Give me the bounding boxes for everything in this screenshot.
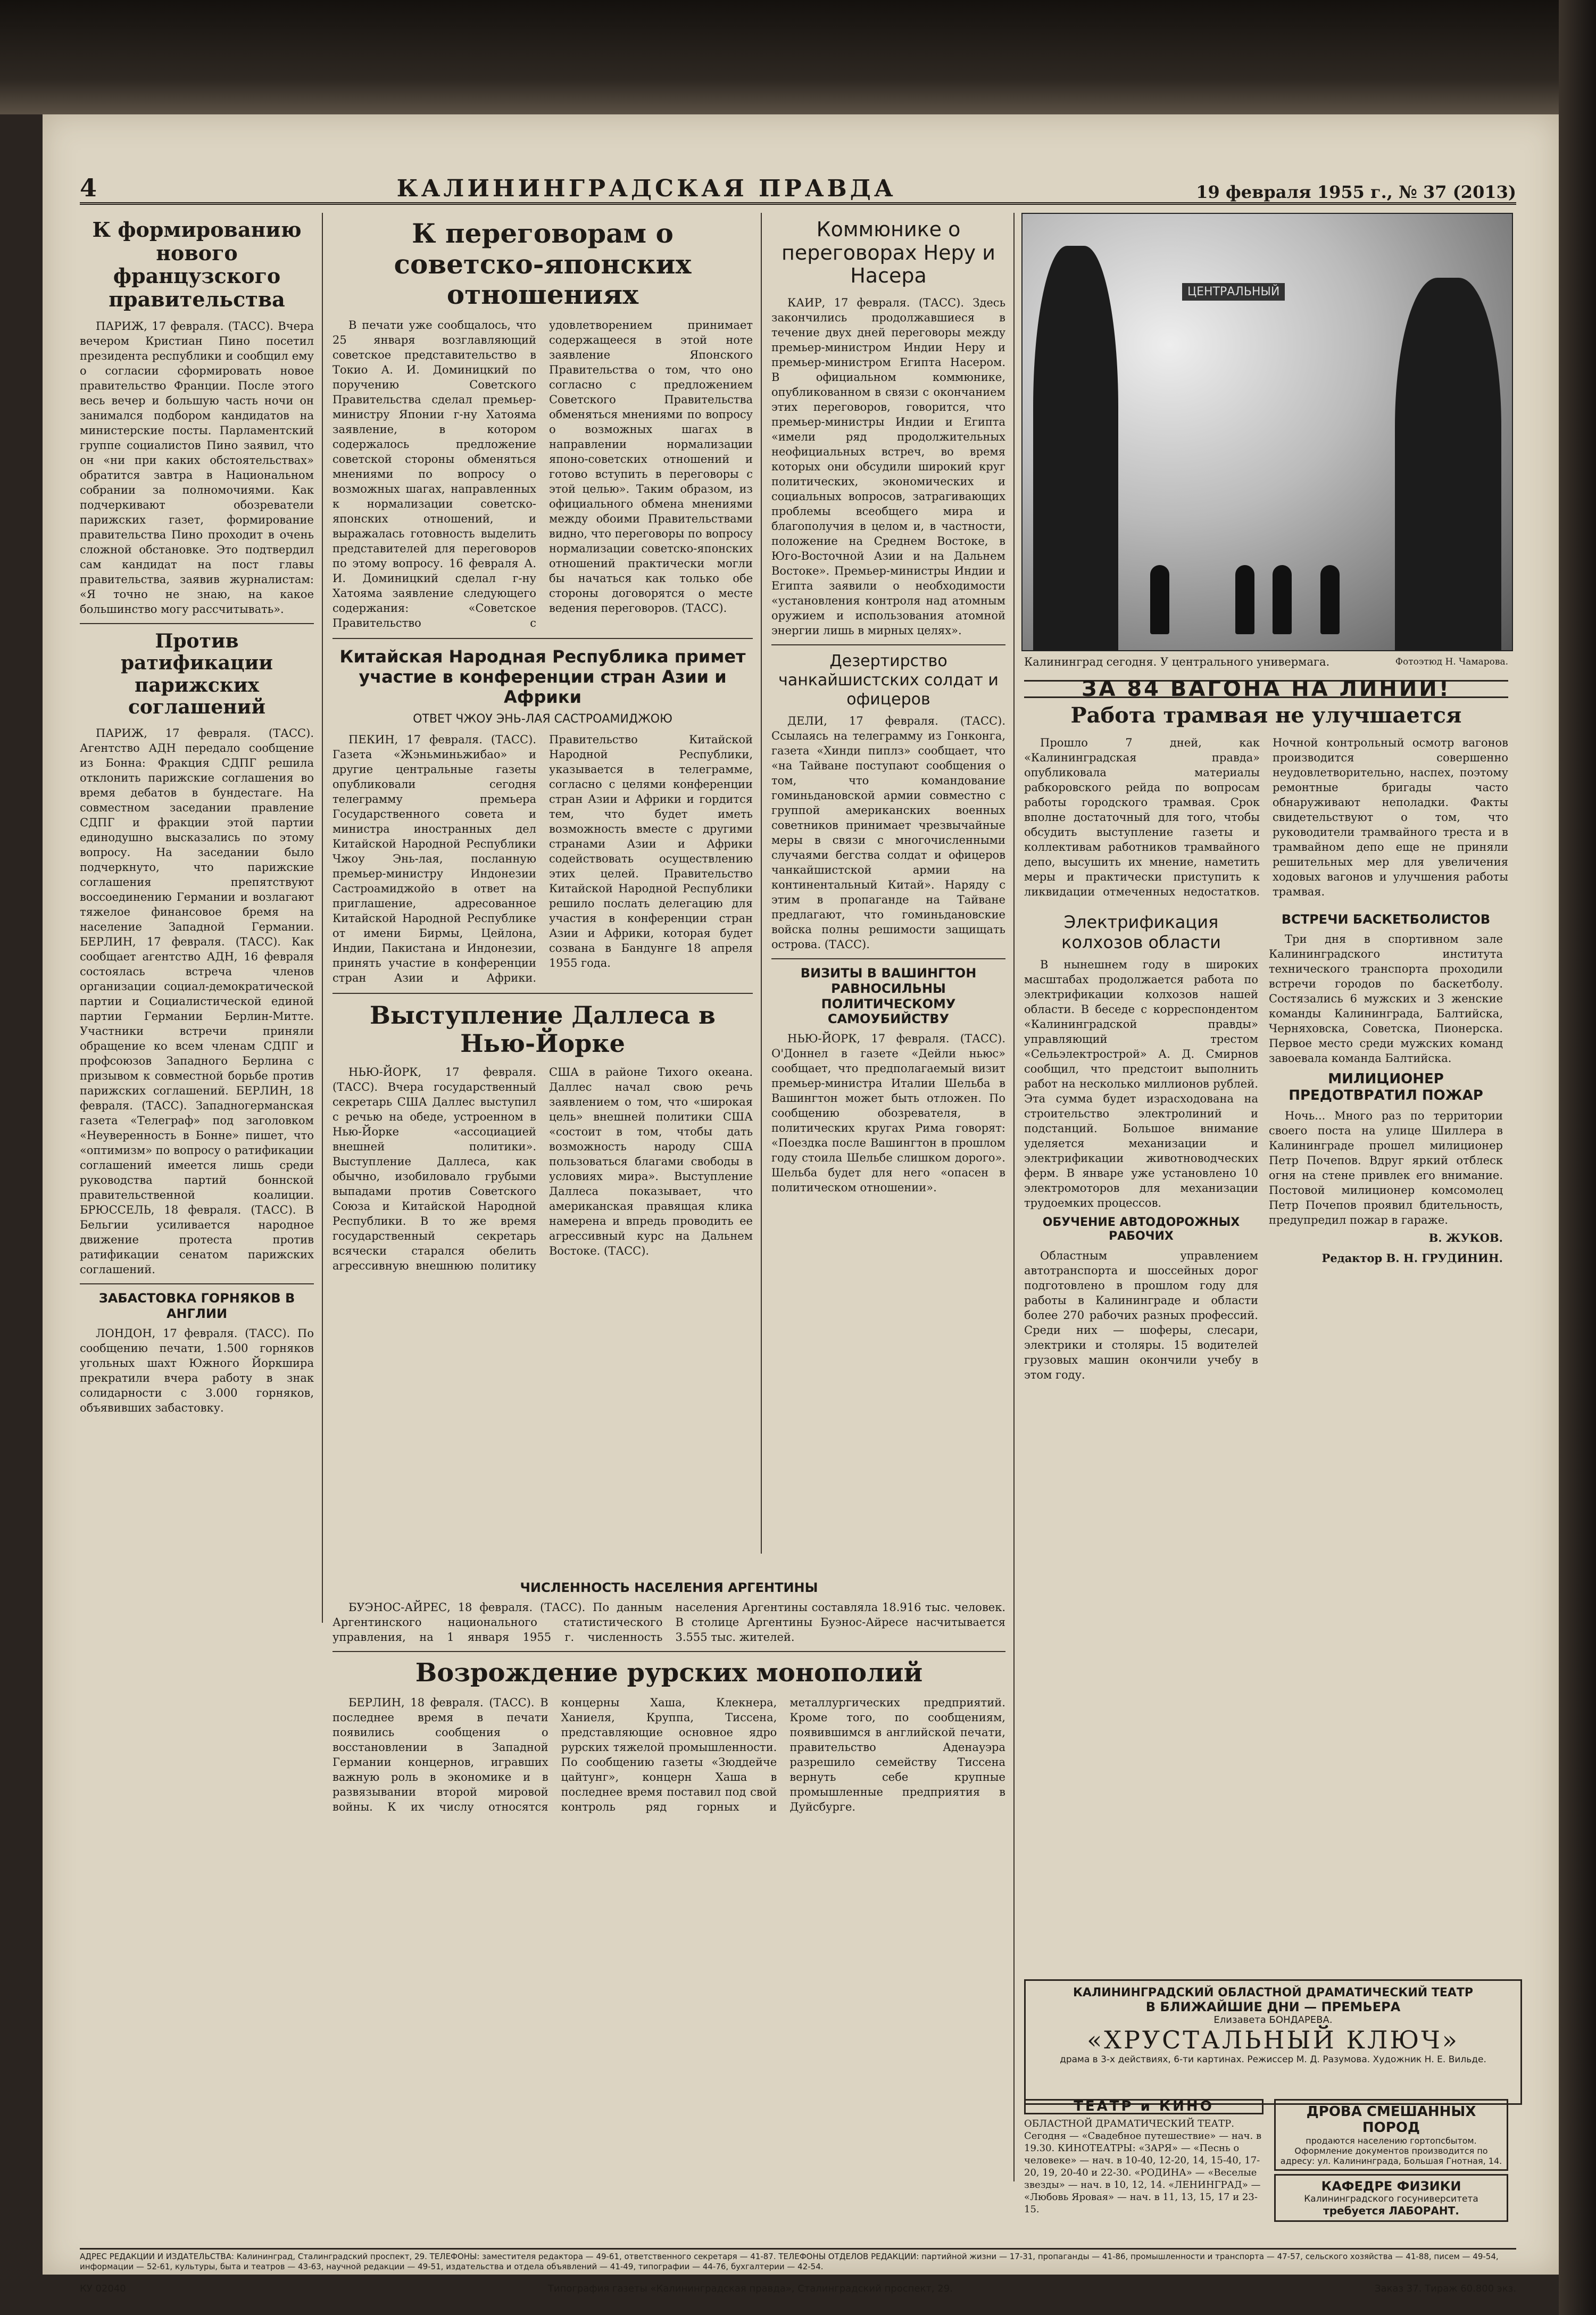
article-divider [332, 993, 753, 994]
headline-road-workers: ОБУЧЕНИЕ АВТОДОРОЖНЫХ РАБОЧИХ [1042, 1215, 1240, 1243]
headline-tram: Работа трамвая не улучшается [1070, 703, 1462, 728]
photo-credit: Фотоэтюд Н. Чамарова. [1395, 657, 1508, 667]
column-rule [761, 213, 762, 1554]
headline-paris-agreements: Против ратификации парижских соглашений [121, 629, 273, 718]
headline-washington-visits: ВИЗИТЫ В ВАШИНГТОН РАВНОСИЛЬНЫ ПОЛИТИЧЕСКОМУ САМОУБИЙСТВУ [800, 966, 977, 1027]
physics-title: КАФЕДРЕ ФИЗИКИ [1321, 2179, 1461, 2194]
article-text: Ночь... Много раз по территории своего поста на улице Шиллера в Калининграде прошел милиционер Петр Почепов. Вдруг яркий отблеск огня на стене привлек его внимание. Постовой милиционер комсомолец Петр Почепов проявил бдительность, предупредил пожар в гараже. [1269, 1109, 1503, 1227]
pedestrian-figure [1235, 565, 1254, 634]
article-text: ЛОНДОН, 17 февраля. (ТАСС). По сообщению печати, 1.500 горняков угольных шахт Южного Йоркшира прекратили вчера работу в знак солидарности с 3.000 горняков, объявивших забастовку. [80, 1326, 314, 1414]
theatre-premiere-ad [1024, 1979, 1522, 2105]
column-4 [1024, 654, 1508, 1985]
store-sign: ЦЕНТРАЛЬНЫЙ [1182, 283, 1285, 301]
article-subhead: ОТВЕТ ЧЖОУ ЭНЬ-ЛАЯ САСТРОАМИДЖОЮ [413, 712, 672, 726]
editorial-address: АДРЕС РЕДАКЦИИ И ИЗДАТЕЛЬСТВА: Калининград, Сталинградский проспект, 29. ТЕЛЕФОНЫ: заместителя редактора — 49-61, ответственного секретаря — 41-87. ТЕЛЕФОНЫ ОТДЕЛОВ РЕДАКЦИИ: партийной жизни — 17-31, пропаганды — 41-86, промышленности и транспорта — 47-57, сельского хозяйства — 41-88, писем — 49-54, информации — 52-61, культуры, быта и театров — 43-63, научной редакции — 49-51, издательства и отдела объявлений — 41-49, типографии — 44-76, бухгалтерии — 42-54. [80, 2248, 1516, 2272]
article-divider [332, 1651, 1005, 1652]
printing-house: Типография газеты «Калининградская правда», Сталинградский проспект, 29. [547, 2283, 953, 2294]
article-text: Три дня в спортивном зале Калининградского института технического транспорта проходили встречи городов по баскетболу. Состязались 6 мужских и 3 женские команды Калининграда, Балтийска, Черняховска, Советска, Пионерска. Первое место среди мужских команд завоевала команда Балтийска. [1269, 932, 1503, 1065]
headline-desertion: Дезертирство чанкайшистских солдат и офицеров [778, 652, 999, 709]
firewood-title: ДРОВА СМЕШАННЫХ ПОРОД [1306, 2104, 1476, 2136]
headline-electrification: Электрификация колхозов области [1061, 912, 1221, 953]
article-text: КАИР, 17 февраля. (ТАСС). Здесь закончились продолжавшиеся в течение двух дней переговоры между премьер-министром Индии Неру и премьер-министром Египта Насером. В официальном коммюнике, опубликованном в связи с окончанием этих переговоров, говорится, что премьер-министры Индии и Египта «имели ряд продолжительных неофициальных встреч, во время которых они обсудили широкий круг политических, экономических и социальных вопросов, затрагивающих проблемы всеобщего мира и благополучия в целом и, в частности, положение на Среднем Востоке, в Юго-Восточной Азии и на Дальнем Востоке». Премьер-министры Индии и Египта заявили о необходимости «установления контроля над атомным оружием и использования атомной энергии лишь в мирных целях». [771, 296, 1005, 637]
article-divider [80, 623, 314, 624]
column-1 [80, 213, 314, 2267]
article-text: БУЭНОС-АЙРЕС, 18 февраля. (ТАСС). По данным Аргентинского национального статистического управления, на 1 января 1955 г. численность населения Аргентины составляла 18.916 тыс. человек. В столице Аргентины Буэнос-Айресе насчитывается 3.555 тыс. жителей. [332, 1600, 1005, 1644]
article-divider [771, 644, 1005, 645]
playwright: Елизавета БОНДАРЕВА. [1213, 2014, 1333, 2026]
headline-basketball: ВСТРЕЧИ БАСКЕТБОЛИСТОВ [1281, 912, 1491, 927]
tram-banner: ЗА 84 ВАГОНА НА ЛИНИИ! [1024, 680, 1508, 698]
physics-sub: Калининградского госуниверситета [1304, 2194, 1478, 2204]
premiere-label: В БЛИЖАЙШИЕ ДНИ — ПРЕМЬЕРА [1145, 1999, 1401, 2014]
article-divider [332, 638, 753, 639]
headline-miners-strike: ЗАБАСТОВКА ГОРНЯКОВ В АНГЛИИ [98, 1291, 295, 1322]
page-number: 4 [80, 173, 97, 202]
theatre-name: КАЛИНИНГРАДСКИЙ ОБЛАСТНОЙ ДРАМАТИЧЕСКИЙ ТЕАТР [1073, 1986, 1474, 1999]
newspaper-title: КАЛИНИНГРАДСКАЯ ПРАВДА [396, 175, 896, 202]
order-number: Заказ 37. Тираж 60.800 экз. [1375, 2283, 1516, 2294]
print-code: КУ 02040 [80, 2283, 126, 2294]
photo-caption-row [1024, 654, 1508, 669]
article-text: В нынешнем году в широких масштабах продолжается работа по электрификации колхозов нашей области. В беседе с корреспондентом «Калининградской правды» управляющий трестом «Сельэлектрострой» А. Д. Смирнов сообщил, что предстоит выполнить работ на несколько миллионов рублей. Эта сумма будет израсходована на строительство электролиний и подстанций. Большое внимание уделяется механизации и электрификации животноводческих ферм. В январе уже установлено 10 электромоторов для механизации трудоемких процессов. [1024, 958, 1258, 1209]
column-2 [332, 213, 753, 1564]
article-text: В печати уже сообщалось, что 25 января возглавляющий советское представительство в Токио А. И. Доминицкий по поручению Советского Правительства сделал премьер-министру Японии г-ну Хатояма заявление, в котором содержалось предложение советской стороны обменяться мнениями по вопросу о возможных шагах, направленных к нормализации советско-японских отношений, и выражалась готовность выделить представителей для переговоров по этому вопросу. 16 февраля А. И. Доминицкий сделал г-ну Хатояма заявление следующего содержания: «Советское Правительство с удовлетворением принимает содержащееся в этой ноте заявление Японского Правительства о том, что оно согласно с предложением Советского Правительства обменяться мнениями по вопросу о возможных шагах в направлении нормализации японо-советских отношений и готово вступить в переговоры с этой целью». Таким образом, из официального обмена мнениями между обоими Правительствами видно, что переговоры по вопросу нормализации советско-японских отношений практически могли бы начаться как только обе стороны договорятся о месте ведения переговоров. (ТАСС). [332, 318, 753, 629]
column-rule [1013, 213, 1015, 2181]
cinema-text: ОБЛАСТНОЙ ДРАМАТИЧЕСКИЙ ТЕАТР. Сегодня — «Свадебное путешествие» — нач. в 19.30. КИНОТЕАТРЫ: «ЗАРЯ» — «Песнь о человеке» — нач. в 10-40, 12-20, 14, 15-40, 17-20, 19, 20-40 и 22-30. «РОДИНА» — «Веселые звезды» — нач. в 10, 12, 14. «ЛЕНИНГРАД» — «Любовь Яровая» — нач. в 11, 13, 15, 17 и 23-15. [1024, 2118, 1262, 2215]
article-text: ПАРИЖ, 17 февраля. (ТАСС). Агентство АДН передало сообщение из Бонна: Фракция СДПГ решила отклонить парижские соглашения во время дебатов в бундестаге. На совместном заседании правление СДПГ и фракции этой партии единодушно высказались по этому вопросу. На заседании было подчеркнуто, что парижские соглашения препятствуют воссоединению Германии и возлагают тяжелое финансовое бремя на население Западной Германии. БЕРЛИН, 17 февраля. (ТАСС). Как сообщает агентство АДН, 16 февраля состоялась встреча членов организации социал-демократической партии и Социалистической единой партии Германии Берлин-Митте. Участники встречи приняли обращение ко всем членам СДПГ и профсоюзов Западного Берлина с призывом к совместной борьбе против парижских соглашений. БЕРЛИН, 18 февраля. (ТАСС). Западногерманская газета «Телеграф» под заголовком «Неуверенность в Бонне» пишет, что «оптимизм» по вопросу о ратификации соглашений имеется лишь среди руководства партий боннской правительственной коалиции. БРЮССЕЛЬ, 18 февраля. (ТАСС). В Бельгии усиливается народное движение протеста против ратификации сенатом парижских соглашений. [80, 727, 314, 1276]
photo-caption: Калининград сегодня. У центрального универмага. [1024, 655, 1330, 668]
article-text: Прошло 7 дней, как «Калининградская правда» опубликовала материалы рабкоровского рейда по вопросам работы городского трамвая. Срок вполне достаточный для того, чтобы обсудить выступление газеты и коллективам работников трамвайного депо, высушить их мнение, наметить меры и практически приступить к ликвидации отмеченных недостатков. Ночной контрольный осмотр вагонов производится совершенно неудовлетворительно, наспех, поэтому ремонтные бригады часто обнаруживают неполадки. Факты свидетельствуют о том, что руководители трамвайного треста и в трамвайном депо еще не приняли решительных мер для увеличения ходовых вагонов и улучшения работы трамвая. [1024, 736, 1508, 898]
pedestrian-figure [1273, 565, 1292, 634]
article-text: ПЕКИН, 17 февраля. (ТАСС). Газета «Жэньминьжибао» и другие центральные газеты опубликовали сегодня телеграмму премьера Государственного совета и министра иностранных дел Китайской Народной Республики Чжоу Энь-лая, посланную премьер-министру Индонезии Састроамиджойо в ответ на приглашение, адресованное Китайской Народной Республике от имени Бирмы, Цейлона, Индии, Пакистана и Индонезии, принять участие в конференции стран Азии и Африки. Правительство Китайской Народной Республики, указывается в телеграмме, согласно с целями конференции стран Азии и Африки и гордится тем, что будет иметь возможность вместе с другими странами Азии и Африки содействовать осуществлению этих целей. Правительство Китайской Народной Республики решило послать делегацию для участия в конференции стран Азии и Африки, которая будет созвана в Бандунге 18 апреля 1955 года. [332, 733, 753, 984]
article-author: В. ЖУКОВ. [1428, 1231, 1503, 1245]
cinema-header: ТЕАТР и КИНО [1024, 2099, 1264, 2114]
street-photo [1021, 213, 1513, 651]
article-text: БЕРЛИН, 18 февраля. (ТАСС). В последнее время в печати появились сообщения о восстановлении в Западной Германии концернов, игравших важную роль в экономике и в развязывании второй мировой войны. К их числу относятся концерны Хаша, Клекнера, Ханиеля, Круппа, Тиссена, представляющие основное ядро рурских тяжелой промышленности. По сообщению газеты «Зюддейче цайтунг», концерн Хаша в последнее время поставил под свой контроль ряд горных и металлургических предприятий. Кроме того, по сообщениям, появившимся в английской печати, правительство Аденауэра разрешило семейству Тиссена вернуть себе крупные промышленные предприятия в Дуйсбурге. [332, 1696, 1005, 1813]
headline-argentina: ЧИСЛЕННОСТЬ НАСЕЛЕНИЯ АРГЕНТИНЫ [520, 1580, 818, 1595]
firewood-text: продаются населению гортопсбытом. Оформление документов производится по адресу: ул. Калининграда, Большая Гнотная, 14. [1280, 2136, 1502, 2166]
play-title: «ХРУСТАЛЬНЫЙ КЛЮЧ» [1087, 2026, 1459, 2054]
firewood-ad [1274, 2099, 1508, 2171]
article-text: Областным управлением автотранспорта и шоссейных дорог подготовлено в прошлом году для работы в Калининграде и области более 270 рабочих разных профессий. Среди них — шоферы, слесари, электрики и столяры. 15 водителей грузовых машин окончили учебу в этом году. [1024, 1249, 1258, 1381]
tree-shape [1033, 246, 1118, 650]
column-3 [771, 213, 1005, 1554]
article-divider [771, 958, 1005, 959]
editor-credit: Редактор В. Н. ГРУДИНИН. [1321, 1251, 1503, 1265]
pedestrian-figure [1320, 565, 1340, 634]
play-credits: драма в 3-х действиях, 6-ти картинах. Режиссер М. Д. Разумова. Художник Н. Е. Вильде. [1060, 2054, 1486, 2065]
headline-china-conference: Китайская Народная Республика примет участие в конференции стран Азии и Африки [339, 646, 746, 708]
physics-text: требуется ЛАБОРАНТ. [1323, 2204, 1459, 2217]
article-text: НЬЮ-ЙОРК, 17 февраля. (ТАСС). О'Доннел в газете «Дейли ньюс» сообщает, что предполагаемый визит премьер-министра Италии Шельба в Вашингтон может быть отложен. По сообщению обозревателя, в политических кругах Рима говорят: «Поездка после Вашингтон в прошлом году стоила Шельбе слишком дорого». Шельба будет для него «опасен в политическом отношении». [771, 1032, 1005, 1194]
headline-ruhr-monopolies: Возрождение рурских монополий [415, 1657, 923, 1688]
headline-dulles-speech: Выступление Даллеса в Нью-Йорке [369, 1000, 716, 1058]
bottom-articles [332, 1575, 1005, 2086]
pedestrian-figure [1150, 565, 1169, 634]
headline-soviet-japanese: К переговорам о советско-японских отношениях [394, 218, 692, 310]
tree-shape [1395, 278, 1501, 650]
physics-ad [1274, 2174, 1508, 2222]
article-text: ДЕЛИ, 17 февраля. (ТАСС). Ссылаясь на телеграмму из Гонконга, газета «Хинди пиплз» сообщает, что «на Тайване поступают сообщения о том, что командование гоминьдановской армии совместно с группой американских военных советников принимает чрезвычайные меры в связи с многочисленными случаями бегства солдат и офицеров чанкайшистской армии на континентальный Китай». Наряду с этим в пропаганде на Тайване предлагают, что гоминьдановские войска полны решимости защищать острова. (ТАСС). [771, 715, 1005, 951]
page-edge-shadow [1559, 0, 1596, 2315]
column-rule [322, 213, 323, 1623]
article-divider [80, 1283, 314, 1284]
print-line [80, 2283, 1516, 2295]
column-4-lower [1024, 907, 1508, 1385]
issue-date: 19 февраля 1955 г., № 37 (2013) [1196, 182, 1516, 202]
column-4-left [1024, 907, 1258, 1385]
headline-militiaman: МИЛИЦИОНЕР ПРЕДОТВРАТИЛ ПОЖАР [1289, 1071, 1483, 1103]
headline-nehru-nasser: Коммюнике о переговорах Неру и Насера [782, 218, 995, 288]
headline-french-government: К формированию нового французского правительства [92, 218, 302, 312]
book-spine-shadow [0, 0, 1596, 114]
article-text: НЬЮ-ЙОРК, 17 февраля. (ТАСС). Вчера государственный секретарь США Даллес выступил с речью на обеде, устроенном в Нью-Йорке «ассоциацией внешней политики». Выступление Даллеса, как обычно, изобиловало грубыми выпадами против Советского Союза и Китайской Народной Республики. В то же время государственный секретарь всячески старался обелить агрессивную внешнюю политику США в районе Тихого океана. Даллес начал свою речь заявлением о том, что «широкая цель» внешней политики США «состоит в том, чтобы дать возможность народу США пользоваться благами свободы в условиях мира». Выступление Даллеса показывает, что американская правящая клика намерена и впредь проводить ее агрессивный курс на Дальнем Востоке. (ТАСС). [332, 1066, 753, 1273]
cinema-listings [1024, 2099, 1264, 2243]
article-text: ПАРИЖ, 17 февраля. (ТАСС). Вчера вечером Кристиан Пино посетил президента республики и сообщил ему о согласии сформировать новое правительство Франции. После этого весь вечер и большую часть ночи он занимался подбором кандидатов на министерские посты. Парламентский группе социалистов Пино заявил, что он «ни при каких обстоятельствах» обратится завтра в Национальном собрании за полномочиями. Как подчеркивают обозреватели парижских газет, формирование правительства Пино проходит в очень сложной обстановке. Это подтвердил сам кандидат на пост главы правительства, заявив журналистам: «Я точно не знаю, на какое большинство могу рассчитывать». [80, 319, 314, 616]
column-4-right [1269, 907, 1503, 1385]
classified-ads [1274, 2099, 1508, 2243]
masthead [80, 160, 1516, 205]
